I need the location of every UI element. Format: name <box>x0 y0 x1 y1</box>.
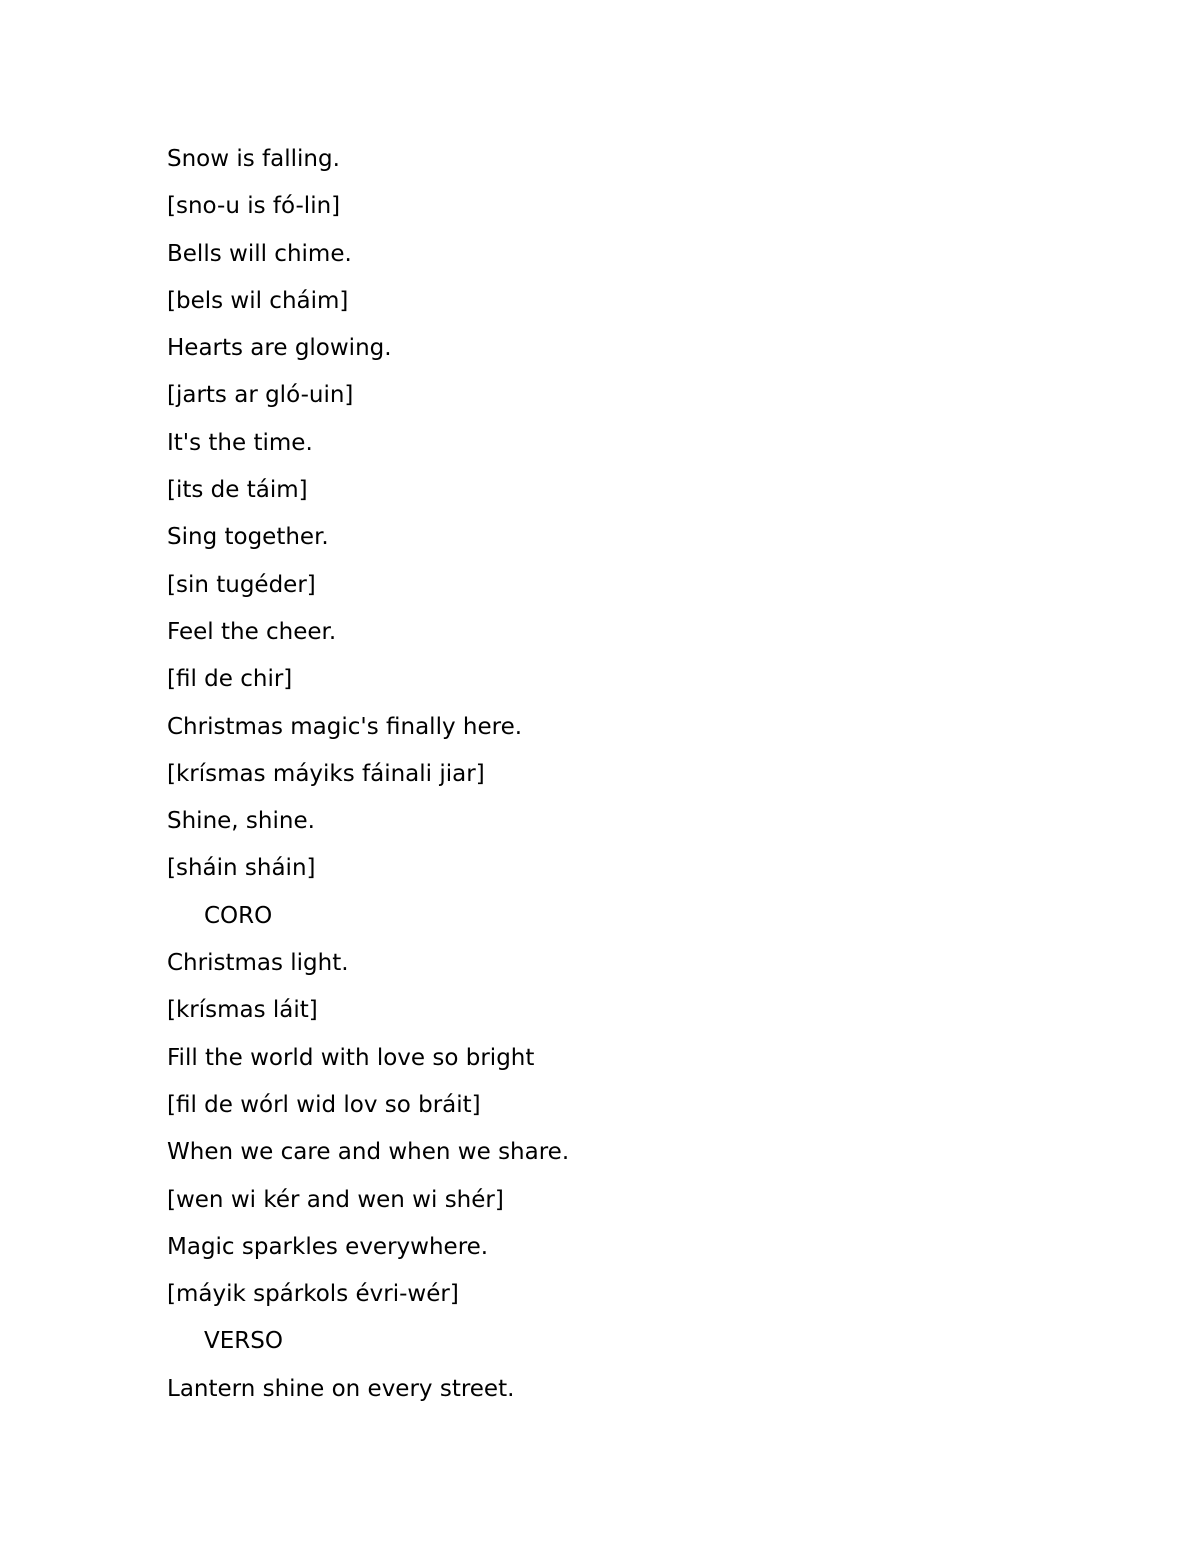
lyric-line: Lantern shine on every street. <box>167 1375 515 1402</box>
lyric-line: Shine, shine. <box>167 808 315 835</box>
lyric-line: Fill the world with love so bright <box>167 1044 535 1071</box>
pronunciation-line: [its de táim] <box>167 477 308 504</box>
lyric-line: Snow is falling. <box>167 146 340 172</box>
pronunciation-line: [fil de chir] <box>167 666 293 693</box>
pronunciation-line: [krísmas láit] <box>167 997 318 1024</box>
pronunciation-line: [máyik spárkols évri-wér] <box>167 1281 459 1308</box>
section-heading-coro: CORO <box>204 902 273 929</box>
lyric-line: Christmas magic's finally here. <box>167 713 523 740</box>
lyrics-body <box>167 136 1067 1413</box>
pronunciation-line: [sno-u is fó-lin] <box>167 193 341 220</box>
pronunciation-line: [sin tugéder] <box>167 571 316 598</box>
lyric-line: Magic sparkles everywhere. <box>167 1233 489 1260</box>
lyric-line: Feel the cheer. <box>167 618 337 645</box>
pronunciation-line: [bels wil cháim] <box>167 287 349 314</box>
lyric-line: It's the time. <box>167 429 313 456</box>
lyric-line: Bells will chime. <box>167 240 352 267</box>
lyric-line: Sing together. <box>167 524 329 551</box>
pronunciation-line: [sháin sháin] <box>167 855 316 882</box>
lyric-line: Christmas light. <box>167 950 349 977</box>
lyric-line: Hearts are glowing. <box>167 335 392 362</box>
section-heading-verso: VERSO <box>204 1328 283 1355</box>
pronunciation-line: [fil de wórl wid lov so bráit] <box>167 1091 481 1118</box>
pronunciation-line: [jarts ar gló-uin] <box>167 382 354 409</box>
pronunciation-line: [wen wi kér and wen wi shér] <box>167 1186 504 1213</box>
pronunciation-line: [krísmas máyiks fáinali jiar] <box>167 760 485 787</box>
lyric-line: When we care and when we share. <box>167 1139 570 1166</box>
